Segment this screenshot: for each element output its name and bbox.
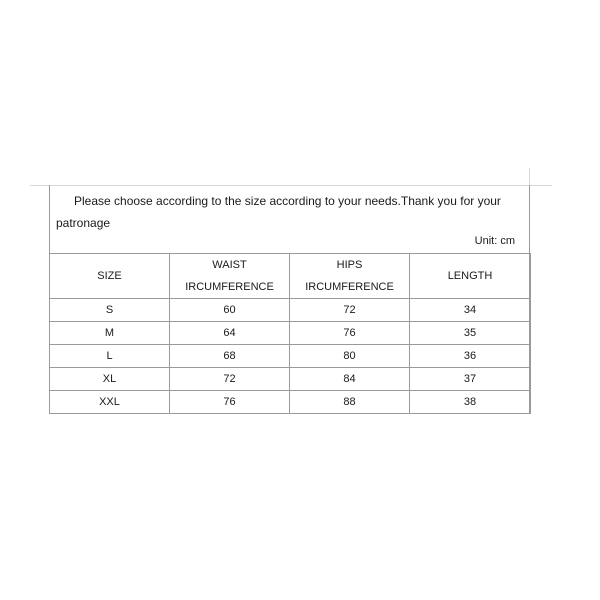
cell-waist: 64 (170, 322, 290, 345)
table-row (50, 299, 531, 322)
header-hips-line1: HIPS (336, 259, 363, 271)
cell-hips: 76 (290, 322, 410, 345)
cell-hips: 88 (290, 391, 410, 414)
cell-length: 37 (410, 368, 531, 391)
cell-waist: 68 (170, 345, 290, 368)
table-row (50, 391, 531, 414)
cell-waist: 72 (170, 368, 290, 391)
cell-waist: 76 (170, 391, 290, 414)
cell-length: 35 (410, 322, 531, 345)
cell-length: 38 (410, 391, 531, 414)
cell-length: 34 (410, 299, 531, 322)
cell-hips: 72 (290, 299, 410, 322)
table-row (50, 322, 531, 345)
cell-size: L (50, 345, 170, 368)
cell-size: M (50, 322, 170, 345)
header-size-label: SIZE (97, 270, 122, 282)
cell-size: XXL (50, 391, 170, 414)
header-hips-line2: IRCUMFERENCE (305, 281, 394, 293)
header-length-label: LENGTH (447, 270, 493, 282)
cell-size: S (50, 299, 170, 322)
header-hips (290, 254, 410, 299)
header-size (50, 254, 170, 299)
header-length (410, 254, 531, 299)
unit-label: Unit: cm (474, 235, 515, 247)
header-waist-line1: WAIST (212, 259, 247, 271)
header-waist-line2: IRCUMFERENCE (185, 281, 274, 293)
table-header-row (50, 254, 531, 299)
header-waist (170, 254, 290, 299)
cell-length: 36 (410, 345, 531, 368)
cell-size: XL (50, 368, 170, 391)
cell-hips: 80 (290, 345, 410, 368)
size-notice: Please choose according to the size according to your needs.Thank you for your patronage (56, 194, 501, 230)
cell-hips: 84 (290, 368, 410, 391)
size-table (49, 253, 531, 414)
table-row (50, 345, 531, 368)
table-row (50, 368, 531, 391)
size-chart-document (49, 185, 530, 414)
cell-waist: 60 (170, 299, 290, 322)
page-guide-vertical (529, 168, 530, 186)
